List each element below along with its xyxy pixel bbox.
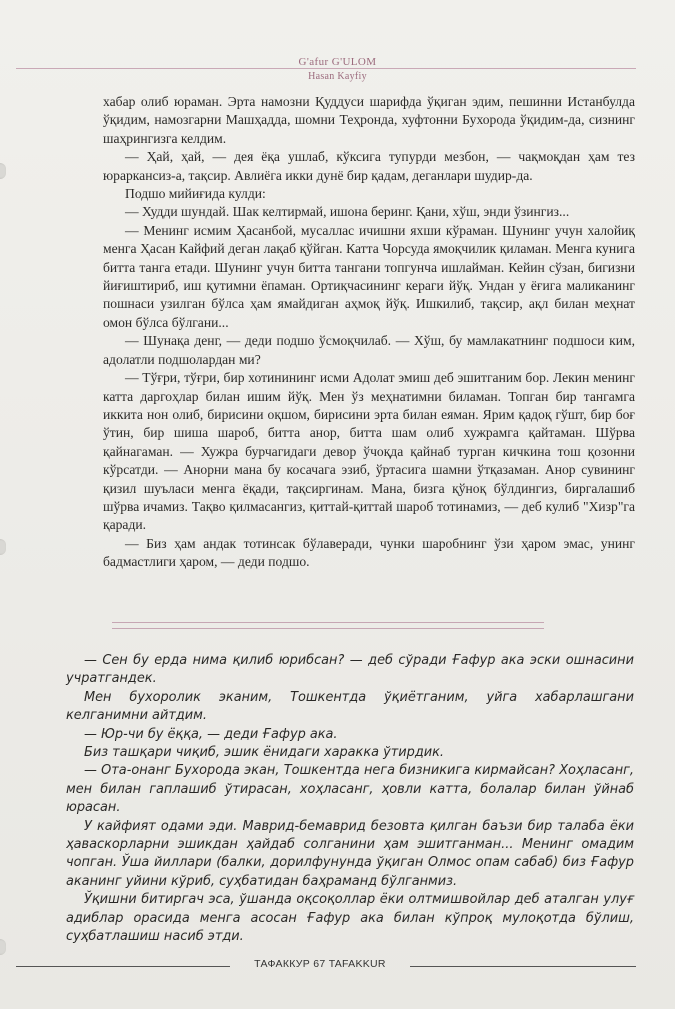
paragraph: Мен бухоролик эканим, Тошкентда ўқиётганим, уйга хабарлашгани келганимни айтдим. xyxy=(66,689,634,724)
footer-page-label: ТАФАККУР 67 TAFAKKUR xyxy=(254,958,386,970)
paragraph: — Сен бу ерда нима қилиб юрибсан? — деб сўради Ғафур ака эски ошнасини учратгандек. xyxy=(66,653,634,687)
paragraph: — Тўғри, тўғри, бир хотинининг исми Адолат эмиш деб эшитганим бор. Лекин менинг катта даргоҳлар билан ишим йўқ. Мен ўз меҳнатимни биламан. Топган бир тангамга иккита нон олиб, бирисини оқшом, бирисини эрта билан еяман. Ярим қадоқ гўшт, бир боғ ўтин, бир шиша шароб, битта анор, битта шам олиб хужрамга қайтаман. Шўрва қайнагаман. — Хужра бурчагидаги девор ўчоқда қайнаб турган кичкина тош қозонни кўрсатди. — Анорни мана бу косачага эзиб, ўртасига шамни ўтқазаман. Анор сувининг қизил шуъласи менга ёқади, тақсиргинам. Мана, бизга қўноқ бўлдингиз, биргалашиб шўрва ичамиз. Тақво қилмасангиз, қиттай-қиттай шароб тотинамиз, — деб кулиб "Хизр"га қаради. xyxy=(103,370,635,533)
paragraph: Подшо мийиғида кулди: xyxy=(125,186,266,202)
section-divider xyxy=(112,628,544,629)
punch-hole xyxy=(0,939,6,955)
paragraph: Биз ташқари чиқиб, эшик ёнидаги харакка ўтирдик. xyxy=(84,745,444,761)
paragraph: У кайфият одами эди. Маврид-бемаврид безовта қилган баъзи бир талаба ёки ҳаваскорларни эшикдан ҳайдаб солганини ҳам эшитганман... Менинг омадим чопган. Ўша йиллари (балки, дорилфунунда ўқиган Олмос опам сабаб) биз Ғафур аканинг уйини кўриб, суҳбатидан баҳраманд бўлганмиз. xyxy=(66,818,634,889)
paragraph: — Ҳай, ҳай, — дея ёқа ушлаб, кўксига тупурди мезбон, — чақмоқдан ҳам тез юраркансиз-а, тақсир. Авлиёга икки дунё бир қадам, деганлари шудир-да. xyxy=(103,149,635,183)
paragraph: — Ота-онанг Бухорода экан, Тошкентда нега бизникига кирмайсан? Хоҳласанг, мен билан гаплашиб ўтирасан, хоҳласанг, ҳовли катта, болалар билан ўйнаб юрасан. xyxy=(66,763,634,816)
section-divider xyxy=(112,622,544,623)
header-title: Hasan Kayfiy xyxy=(308,71,367,82)
header-author: G'afur G'ULOM xyxy=(298,56,377,68)
punch-hole xyxy=(0,539,6,555)
header-rule xyxy=(16,68,636,69)
footer-rule xyxy=(16,966,230,967)
paragraph: — Шунақа денг, — деди подшо ўсмоқчилаб. — Хўш, бу мамлакатнинг подшоси ким, адолатли подшолардан ми? xyxy=(103,333,635,367)
punch-hole xyxy=(0,163,6,179)
running-footer xyxy=(0,956,675,976)
paragraph: — Худди шундай. Шак келтирмай, ишона беринг. Қани, хўш, энди ўзингиз... xyxy=(125,204,570,220)
paragraph: хабар олиб юраман. Эрта намозни Қуддуси шарифда ўқиган эдим, пешинни Истанбулда ўқидим, намозгарни Машҳадда, шомни Теҳронда, хуфтонни Бухорода ўқидим-да, сизнинг шаҳрингизга келдим. xyxy=(103,94,635,146)
paragraph: — Юр-чи бу ёққа, — деди Ғафур ака. xyxy=(84,726,338,742)
story-text xyxy=(103,93,635,572)
paragraph: Ўқишни битиргач эса, ўшанда оқсоқоллар ёки олтмишвойлар деб аталган улуғ адиблар орасида менга асосан Ғафур ака билан кўпроқ мулоқотда бўлиш, суҳбатлашиш насиб этди. xyxy=(66,892,634,945)
footer-rule xyxy=(410,966,636,967)
memoir-text xyxy=(66,652,634,947)
paragraph: — Биз ҳам андак тотинсак бўлаверади, чунки шаробнинг ўзи ҳаром эмас, унинг бадмастлиги ҳаром, — деди подшо. xyxy=(103,535,635,570)
paragraph: — Менинг исмим Ҳасанбой, мусаллас ичишни яхши кўраман. Шунинг учун халойиқ менга Ҳасан Кайфий деган лақаб қўйган. Катта Чорсуда ямоқчилик қиламан. Менга кунига битта танга етади. Шунинг учун битта тангани топгунча ишлайман. Кейин сўзан, бигизни йиғиштириб, иш қутимни ёпаман. Ортиқчасининг кераги йўқ. Ундан у ёғига маликанинг пошнаси узилган бўлса ҳам ямайдиган аҳмоқ йўқ. Ишкилиб, тақсир, ақл билан меҳнат омон бўлса бўлгани... xyxy=(103,222,635,330)
